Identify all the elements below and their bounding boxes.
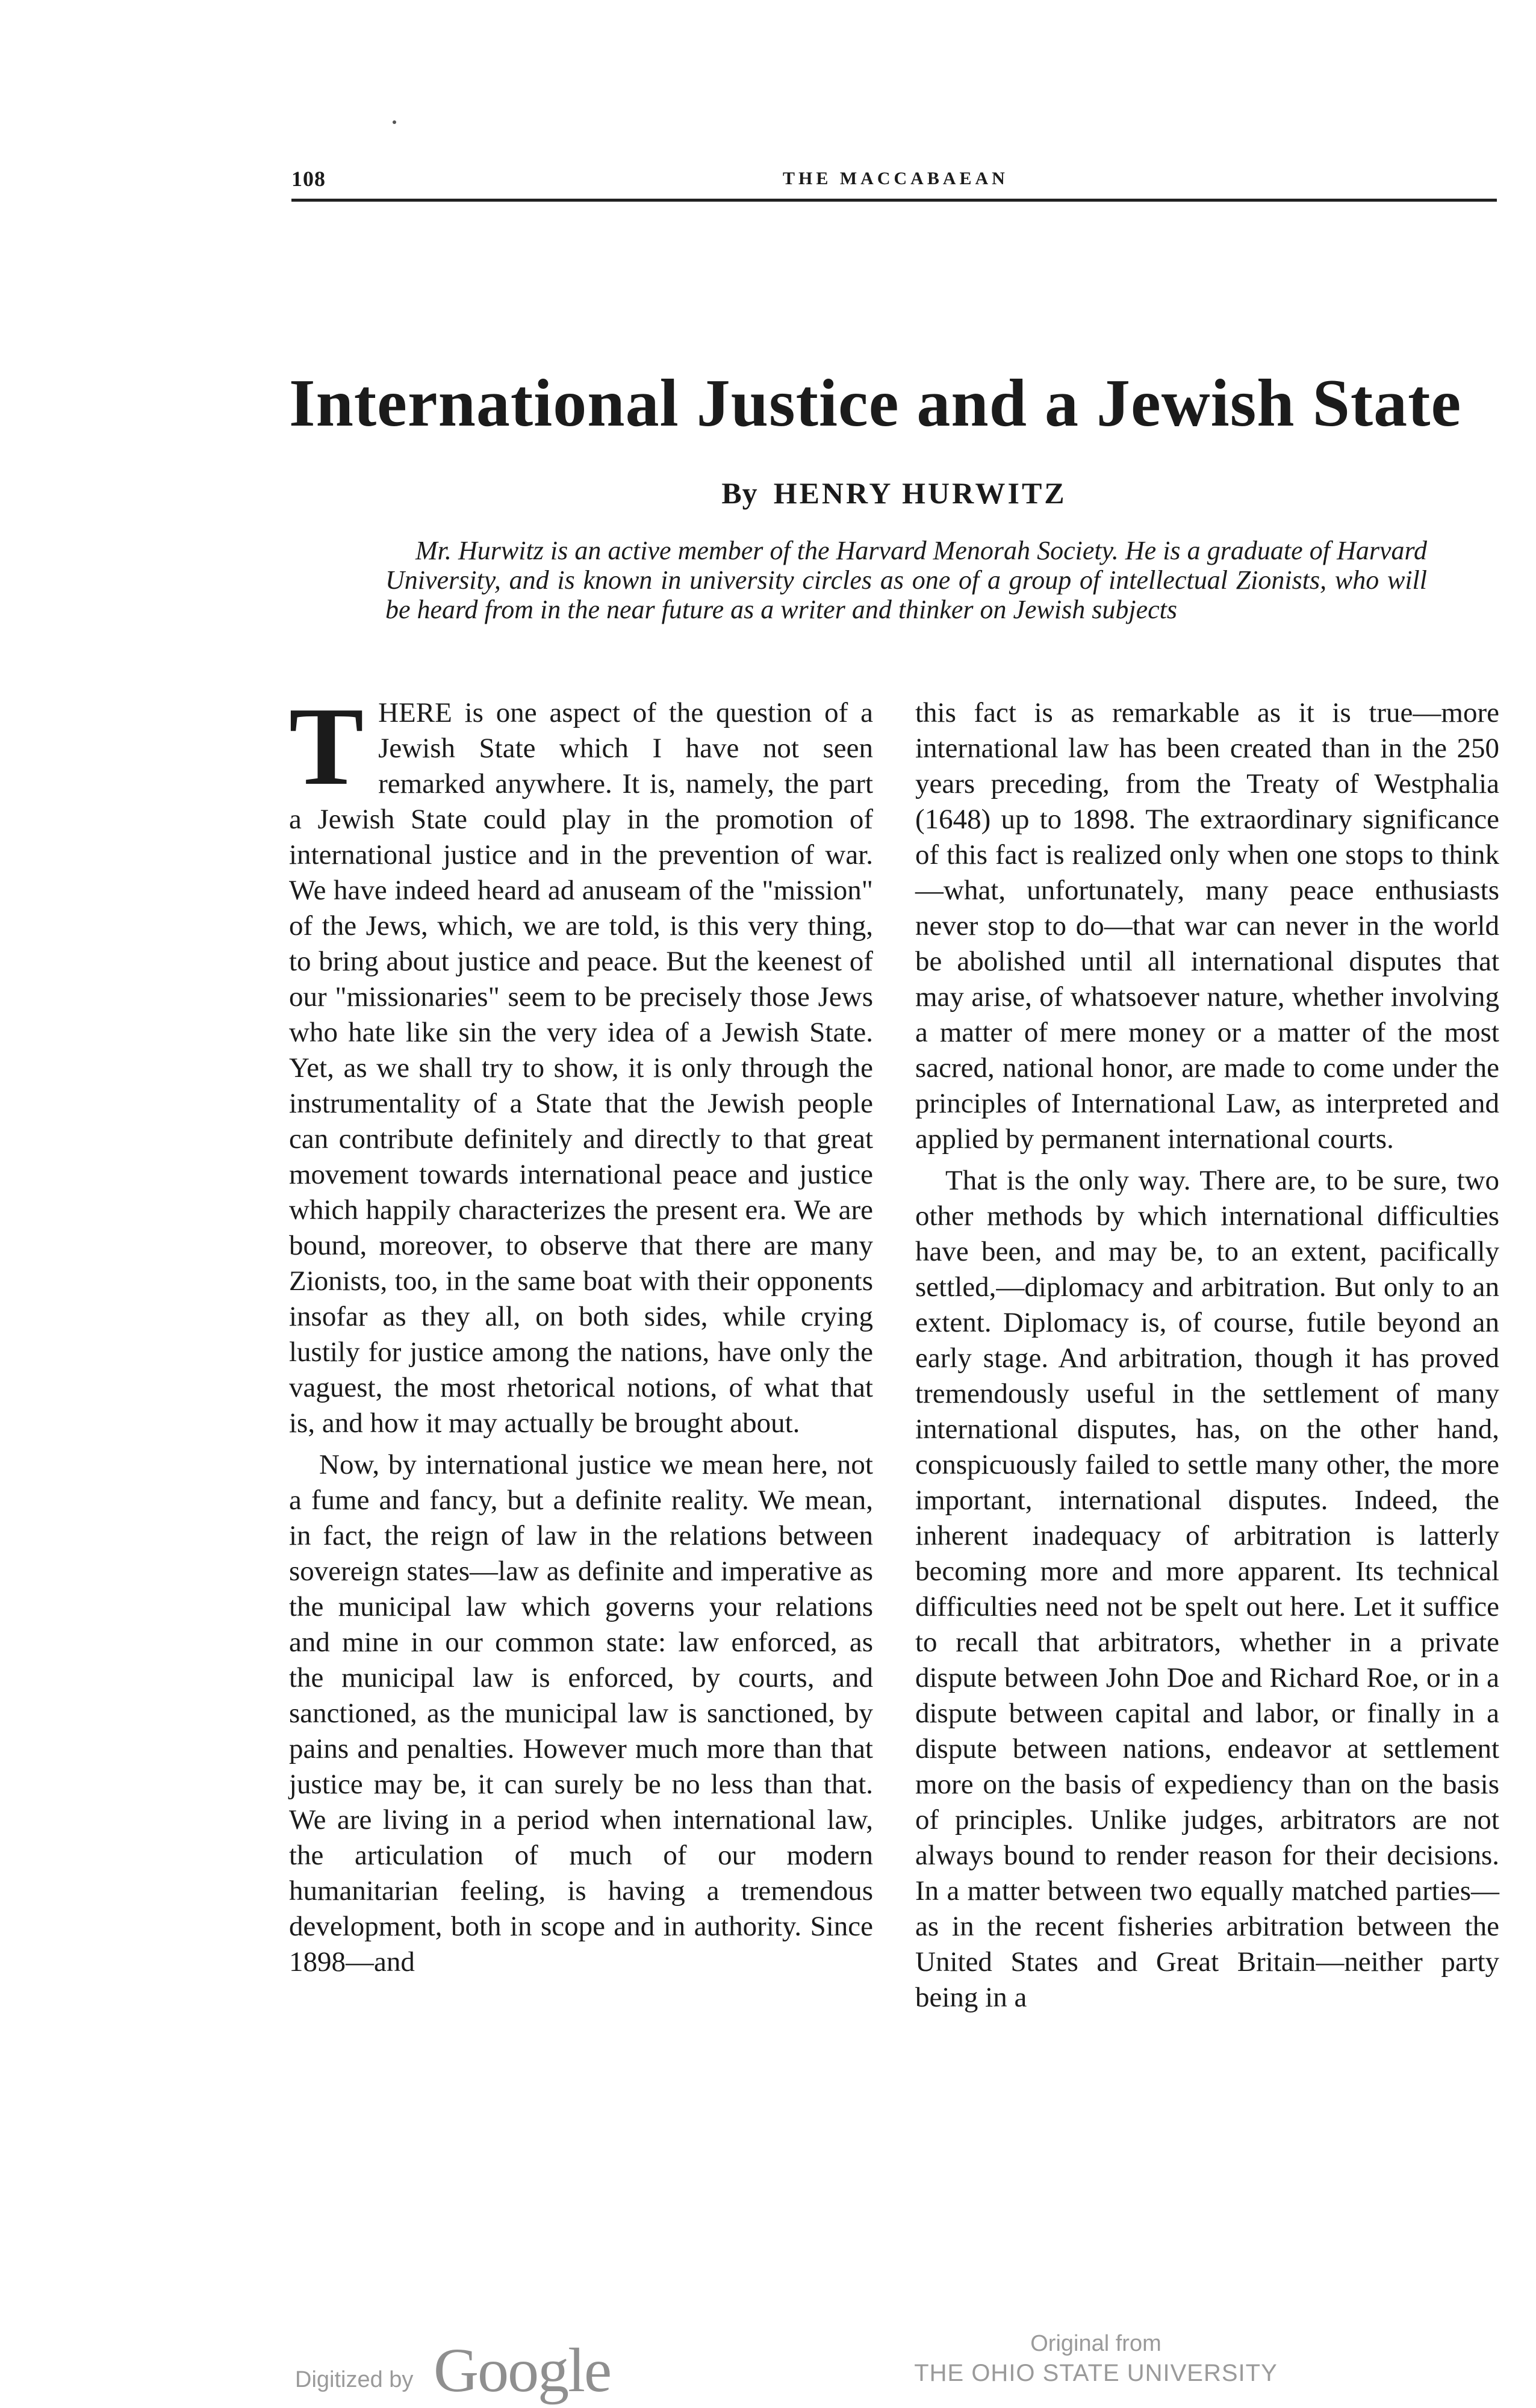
left-column <box>289 684 873 1986</box>
google-logo: Google <box>434 2336 611 2405</box>
byline <box>289 476 1499 510</box>
byline-author: HENRY HURWITZ <box>773 476 1067 510</box>
running-head: THE MACCABAEAN <box>783 169 1009 188</box>
original-from-credit <box>885 2330 1307 2389</box>
paragraph <box>289 684 873 1441</box>
author-note: Mr. Hurwitz is an active member of the Harvard Menorah Society. He is a graduate of Harvard University, and is known in university circles as one of a group of intellectual Zionists, who will be heard from in the near future as a writer and thinker on Jewish subjects <box>385 536 1427 624</box>
page-number: 108 <box>291 167 326 191</box>
byline-prefix: By <box>721 476 758 510</box>
original-from-label: Original from <box>1030 2331 1161 2356</box>
article-title: International Justice and a Jewish State <box>289 366 1462 441</box>
drop-cap: T <box>289 684 364 808</box>
right-column <box>915 695 1499 2022</box>
scan-speck <box>393 120 396 124</box>
digitized-by-label: Digitized by <box>295 2367 414 2392</box>
paragraph: this fact is as remarkable as it is true—more international law has been created than in the 250 years preceding, from the Treaty of Westphalia (1648) up to 1898. The extraordinary significance of this fact is realized only when one stops to think—what, unfortunately, many peace enthusiasts never stop to do—that war can never in the world be abolished until all international disputes that may arise, of whatsoever nature, whether involving a matter of mere money or a matter of the most sacred, national honor, are made to come under the principles of International Law, as interpreted and applied by permanent international courts. <box>915 697 1499 1155</box>
paragraph-text: HERE is one aspect of the question of a Jewish State which I have not seen remarked anywhere. It is, namely, the part a Jewish State could play in the promotion of international justice and in the prevention of war. We have indeed heard ad anuseam of the "mission" of the Jews, which, we are told, is this very thing, to bring about justice and peace. But the keenest of our "missionaries" seem to be precisely those Jews who hate like sin the very idea of a Jewish State. Yet, as we shall try to show, it is only through the instrumentality of a State that the Jewish people can contribute definitely and directly to that great movement towards international peace and justice which happily characterizes the present era. We are bound, moreover, to observe that there are many Zionists, too, in the same boat with their opponents insofar as they all, on both sides, while crying lustily for justice among the nations, have only the vaguest, the most rhetorical notions, of what that is, and how it may actually be brought about. <box>289 697 873 1439</box>
paragraph: That is the only way. There are, to be sure, two other methods by which international difficulties have been, and may be, to an extent, pacifically settled,—diplomacy and arbitration. But only to an extent. Diplomacy is, of course, futile beyond an early stage. And arbitration, though it has proved tremendously useful in the settlement of many international disputes, has, on the other hand, conspicuously failed to settle many other, the more important, international disputes. Indeed, the inherent inadequacy of arbitration is latterly becoming more and more apparent. Its technical difficulties need not be spelt out here. Let it suffice to recall that arbitrators, whether in a private dispute between John Doe and Richard Roe, or in a dispute between capital and labor, or finally in a dispute between nations, endeavor at settlement more on the basis of expediency than on the basis of principles. Unlike judges, arbitrators are not always bound to render reason for their decisions. In a matter between two equally matched parties—as in the recent fisheries arbitration between the United States and Great Britain—neither party being in a <box>915 1165 1499 2013</box>
paragraph: Now, by international justice we mean here, not a fume and fancy, but a definite reality. We mean, in fact, the reign of law in the relations between sovereign states—law as definite and imperative as the municipal law which governs your relations and mine in our common state: law enforced, as the municipal law is enforced, by courts, and sanctioned, as the municipal law is sanctioned, by pains and penalties. However much more than that justice may be, it can surely be no less than that. We are living in a period when international law, the articulation of much of our modern humanitarian feeling, is having a tremendous development, both in scope and in authority. Since 1898—and <box>289 1449 873 1978</box>
institution-name: THE OHIO STATE UNIVERSITY <box>914 2360 1278 2386</box>
header-rule <box>291 199 1497 202</box>
